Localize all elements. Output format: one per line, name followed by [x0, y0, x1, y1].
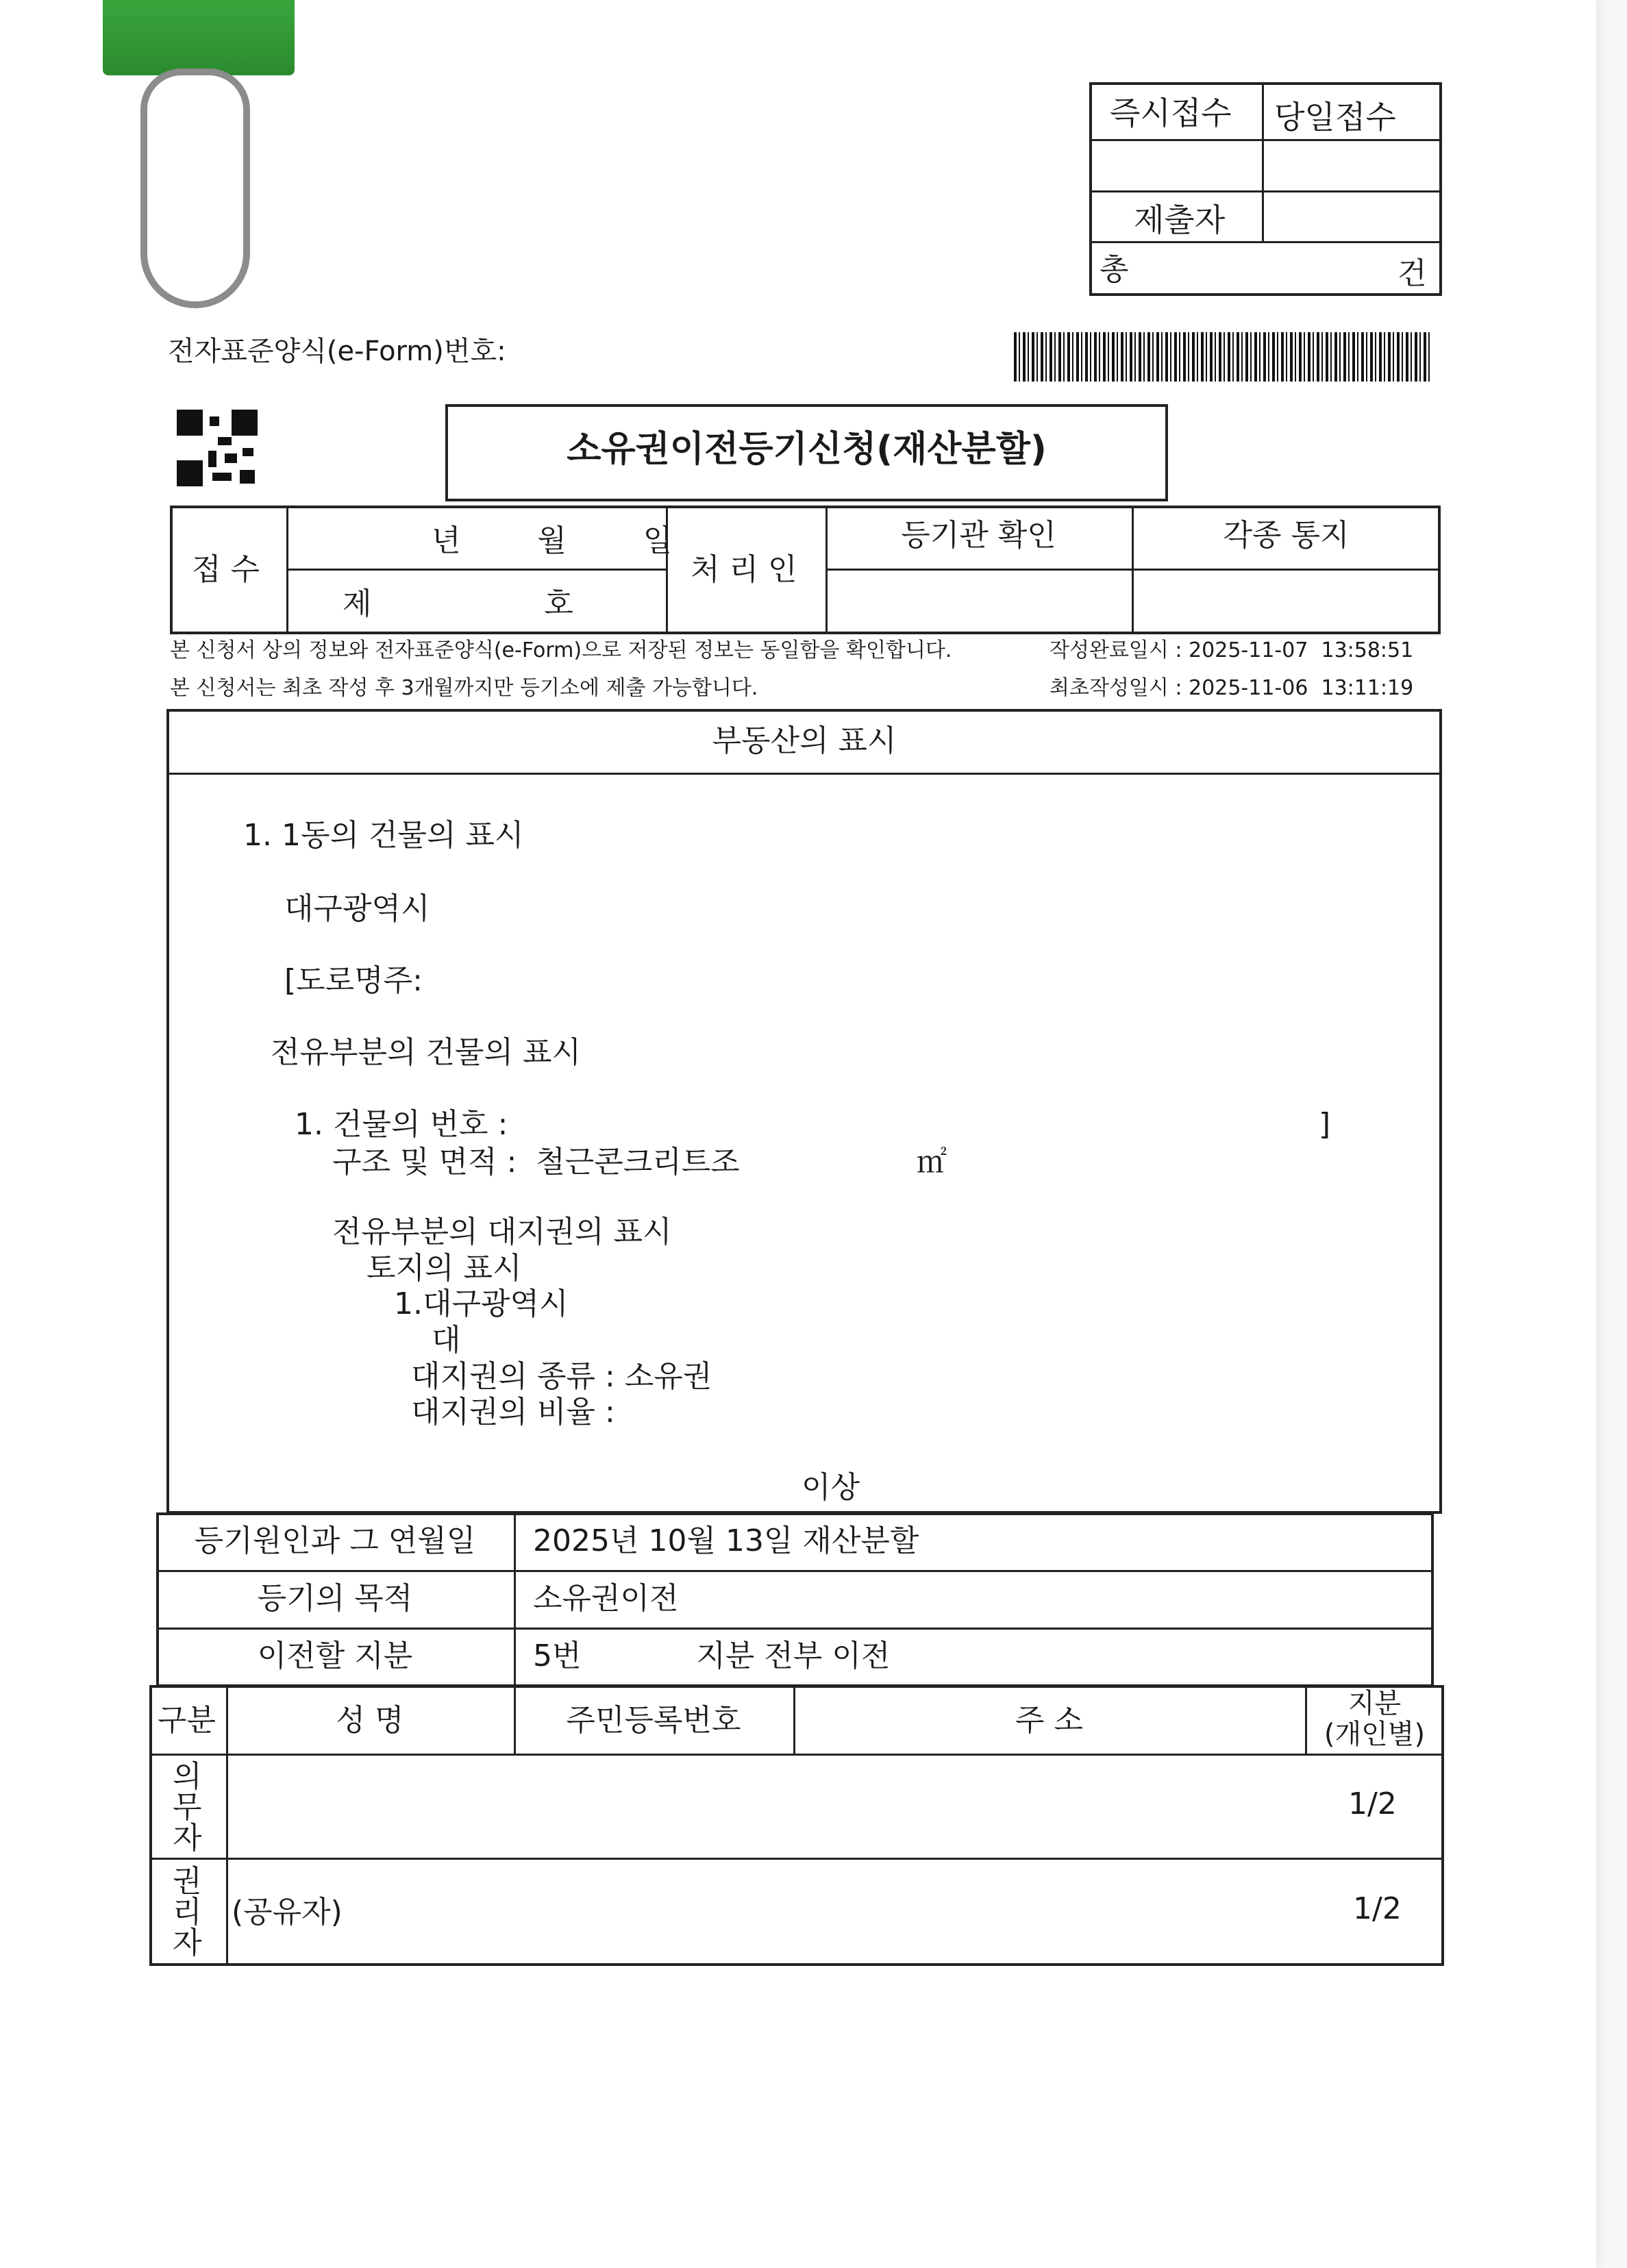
end-mark: 이상	[802, 1470, 860, 1505]
land-right-kind: 대지권의 종류 : 소유권	[411, 1359, 712, 1394]
page-title: 소유권이전등기신청(재산분할)	[567, 429, 1047, 470]
obligor-label-1: 의	[173, 1759, 202, 1794]
land-right-title: 전유부분의 대지권의 표시	[332, 1214, 672, 1249]
processor-label: 처 리 인	[691, 552, 797, 587]
col-share: 지분	[1347, 1688, 1402, 1719]
notices-label: 각종 통지	[1223, 518, 1350, 553]
area-unit: ㎡	[917, 1145, 947, 1180]
notice-line-2: 본 신청서는 최초 작성 후 3개월까지만 등기소에 제출 가능합니다.	[170, 676, 758, 700]
building-number-bracket: ]	[1319, 1107, 1331, 1142]
land-type: 대	[432, 1323, 461, 1358]
barcode	[1014, 332, 1432, 382]
obligee-label-1: 권	[173, 1864, 202, 1899]
submitter-label: 제출자	[1134, 201, 1226, 238]
obligor-share: 1/2	[1348, 1786, 1397, 1821]
obligee-label-2: 리	[173, 1895, 202, 1930]
building-city: 대구광역시	[284, 891, 430, 926]
purpose-value: 소유권이전	[533, 1581, 679, 1616]
total-prefix: 총	[1100, 252, 1129, 287]
col-share-sub: (개인별)	[1324, 1719, 1426, 1750]
obligee-name: (공유자)	[232, 1895, 343, 1930]
completed-at: 작성완료일시 : 2025-11-07 13:58:51	[1050, 638, 1414, 662]
col-type: 구분	[158, 1703, 216, 1738]
purpose-label: 등기의 목적	[257, 1581, 413, 1616]
created-at: 최초작성일시 : 2025-11-06 13:11:19	[1050, 676, 1414, 700]
obligee-share: 1/2	[1353, 1891, 1402, 1926]
exclusive-part-title: 전유부분의 건물의 표시	[271, 1035, 582, 1070]
registrar-check-label: 등기관 확인	[901, 518, 1056, 553]
share-value: 5번 지분 전부 이전	[533, 1638, 891, 1673]
binder-clip-wire	[140, 68, 250, 308]
obligee-label-3: 자	[173, 1926, 202, 1960]
property-header: 부동산의 표시	[712, 723, 897, 758]
binder-clip-icon	[103, 0, 295, 75]
col-id: 주민등록번호	[566, 1703, 741, 1738]
qr-code	[177, 410, 258, 486]
reception-number: 제 호	[343, 586, 573, 621]
immediate-receipt-label: 즉시접수	[1110, 95, 1232, 132]
land-city: 1.대구광역시	[394, 1286, 569, 1321]
total-suffix: 건	[1398, 256, 1427, 291]
share-label: 이전할 지분	[257, 1638, 413, 1673]
obligor-label-2: 무	[173, 1790, 202, 1825]
same-day-receipt-label: 당일접수	[1274, 99, 1396, 136]
cause-label: 등기원인과 그 연월일	[194, 1523, 476, 1558]
notice-line-1: 본 신청서 상의 정보와 전자표준양식(e-Form)으로 저장된 정보는 동일함을 확인합니다.	[170, 638, 952, 662]
land-title: 토지의 표시	[367, 1251, 522, 1286]
structure-area: 구조 및 면적 : 철근콘크리트조	[332, 1145, 740, 1180]
col-name: 성 명	[336, 1703, 404, 1738]
obligor-label-3: 자	[173, 1821, 202, 1856]
reception-label: 접 수	[192, 552, 260, 587]
eform-number-label: 전자표준양식(e-Form)번호:	[168, 336, 506, 367]
reception-date: 년 월 일	[432, 523, 673, 558]
building-title: 1. 1동의 건물의 표시	[243, 818, 524, 853]
cause-value: 2025년 10월 13일 재산분할	[533, 1523, 919, 1558]
col-address: 주 소	[1015, 1703, 1083, 1738]
building-number: 1. 건물의 번호 :	[295, 1107, 518, 1142]
land-right-ratio: 대지권의 비율 :	[411, 1395, 625, 1430]
road-address: [도로명주:	[284, 963, 423, 998]
